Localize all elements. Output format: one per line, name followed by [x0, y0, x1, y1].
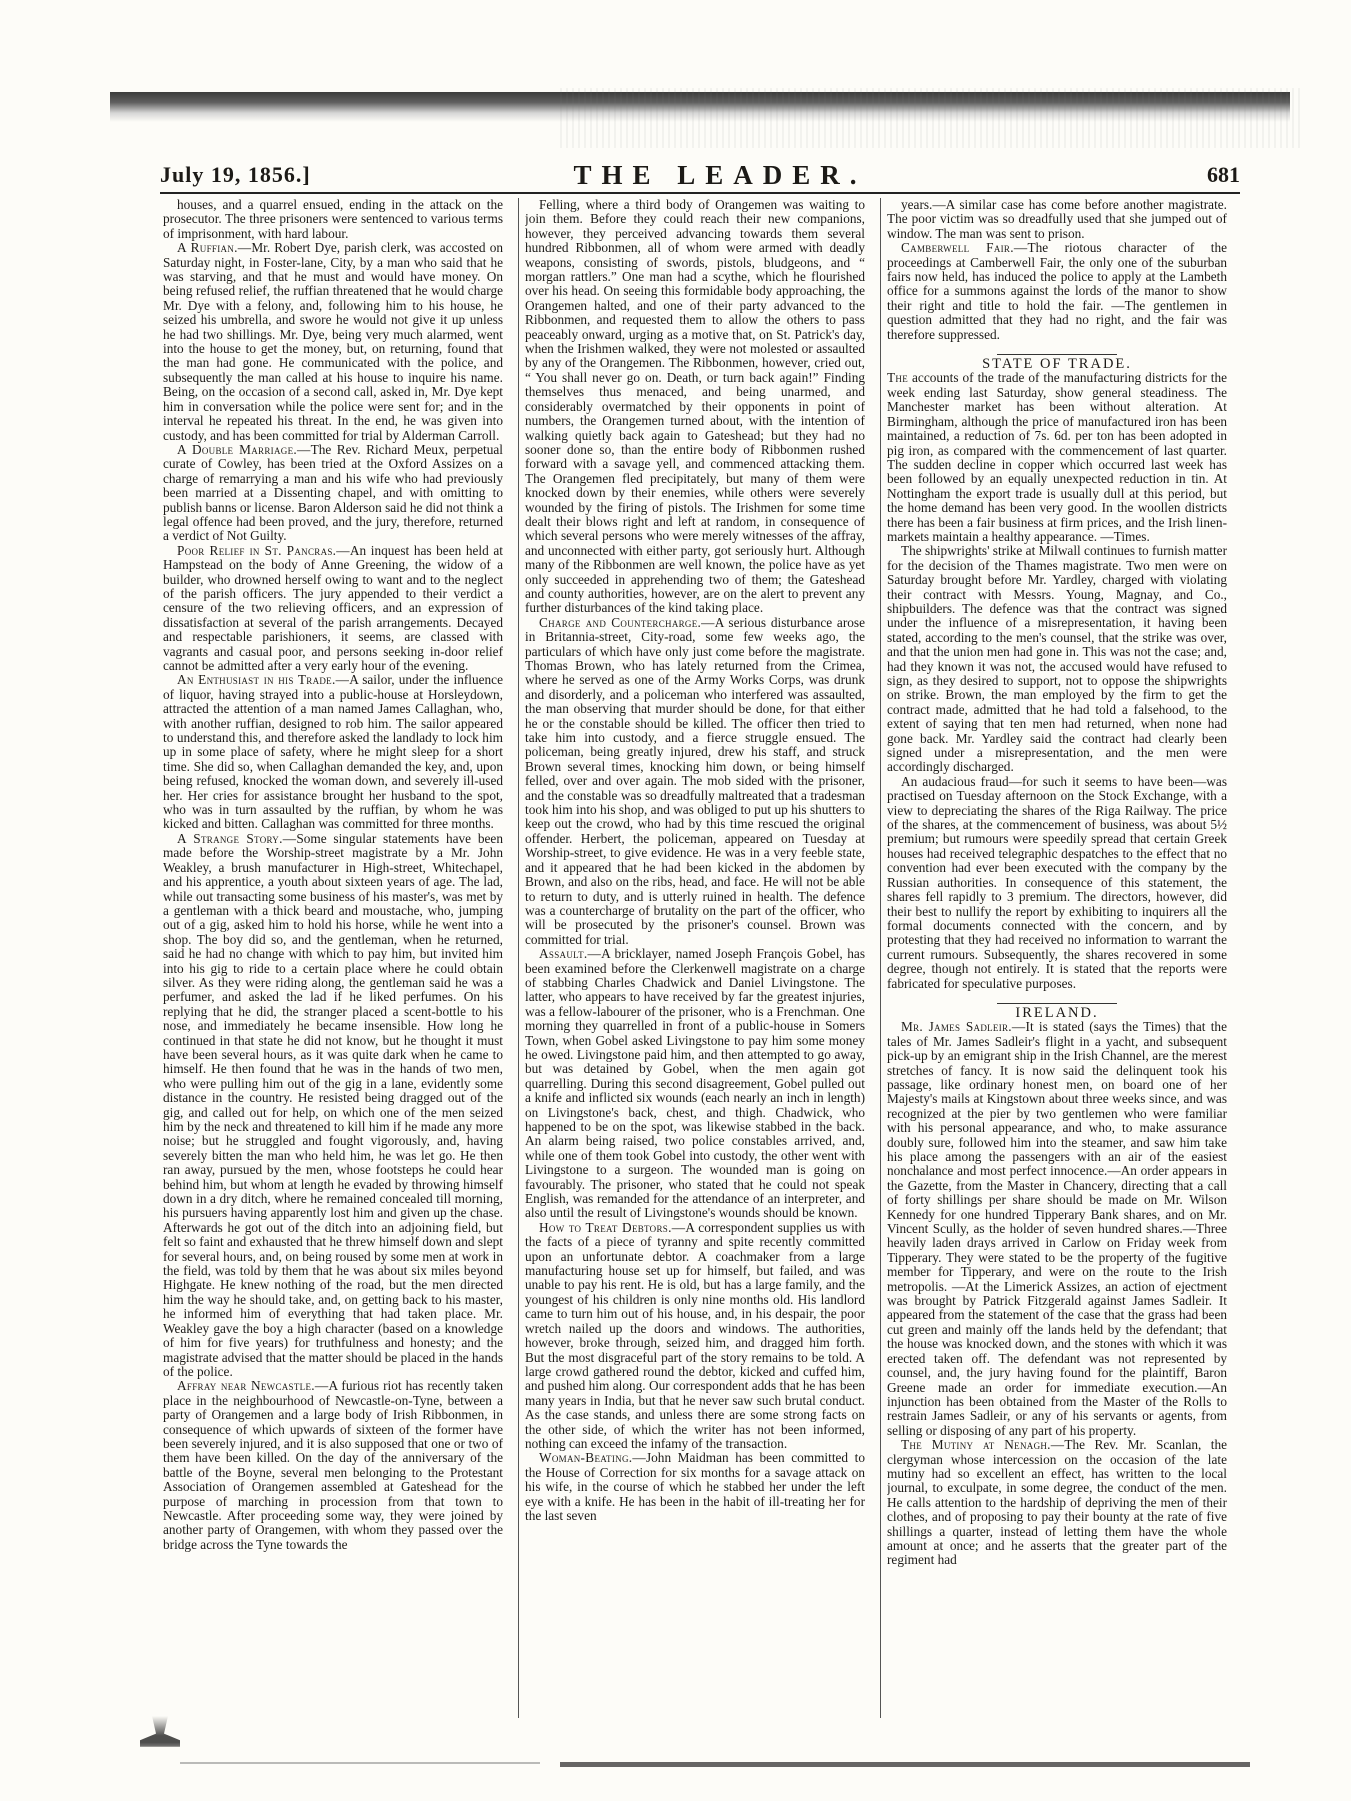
- article-heading: Mr. James Sadleir.—: [901, 1019, 1026, 1035]
- column-divider: [518, 198, 519, 1718]
- article-heading: A Strange Story.—: [177, 830, 297, 846]
- newspaper-title: THE LEADER.: [573, 160, 867, 190]
- article-heading: Assault.—: [539, 946, 602, 962]
- section-rule: [997, 1003, 1117, 1004]
- article-heading: A Ruffian.—: [177, 240, 252, 256]
- article-heading: Poor Relief in St. Pancras.—: [177, 542, 350, 558]
- scan-edge-bottom: [180, 1762, 540, 1764]
- section-rule: [997, 354, 1117, 355]
- article-paragraph: Camberwell Fair.—The riotous character of the proceedings at Camberwell Fair, the only one of the suburban fairs now held, has induced the police to apply at the Lambeth office for a summons against the lords of the manor to show their right and title to hold the fair. —The gentlemen in question admitted that they had no right, and the fair was therefore suppressed.: [887, 240, 1227, 342]
- article-paragraph: Assault.—A bricklayer, named Joseph François Gobel, has been examined before the Clerkenwell magistrate on a charge of stabbing Charles Chadwick and Daniel Livingstone. The latter, who appears to have received by far the greatest injuries, was a fellow-labourer of the prisoner, who is a Frenchman. One morning they quarrelled in front of a public-house in Somers Town, when Gobel asked Livingstone to pay him some money he owed. Livingstone paid him, and then attempted to go away, but was detained by Gobel, when the men again got quarrelling. During this second disagreement, Gobel pulled out a knife and inflicted six wounds (each nearly an inch in length) on Livingstone's back, chest, and thigh. Chadwick, who happened to be on the spot, was likewise stabbed in the back. An alarm being raised, two police constables arrived, and, while one of them took Gobel into custody, the other went with Livingstone to a surgeon. The wounded man is going on favourably. The prisoner, who stated that he could not speak English, was remanded for the attendance of an interpreter, and also until the result of Livingstone's wounds should be known.: [525, 946, 865, 1221]
- article-paragraph: A Double Marriage.—The Rev. Richard Meux, perpetual curate of Cowley, has been tried at the Oxford Assizes on a charge of remarrying a man and his wife who had previously been married at a Dissenting chapel, and with omitting to publish banns or license. Baron Alderson said he did not think a legal offence had been proved, and the jury, therefore, returned a verdict of Not Guilty.: [163, 441, 503, 544]
- article-paragraph: years.—A similar case has come before another magistrate. The poor victim was so dreadfully used that she jumped out of window. The man was sent to prison.: [887, 198, 1227, 241]
- scan-edge-bottom: [560, 1762, 1250, 1767]
- article-paragraph: The shipwrights' strike at Milwall continues to furnish matter for the decision of the Thames magistrate. Two men were on Saturday brought before Mr. Yardley, charged with violating their contract with Messrs. Young, Magnay, and Co., shipbuilders. The defence was that the contract was signed under the influence of a misrepresentation, it having been stated, according to the men's counsel, that the strike was over, and that the union men had gone in. This was not the case; and, had they known it was not, the accused would have refused to sign, as they desired to support, not to oppose the shipwrights on strike. Brown, the man employed by the firm to get the contract made, admitted that he had told a falsehood, to the extent of saying that ten men had returned, when none had gone back. Mr. Yardley said the contract had clearly been signed under a misrepresentation, and the men were accordingly discharged.: [887, 543, 1227, 775]
- column-3: [887, 198, 1227, 1718]
- article-heading: An Enthusiast in his Trade.—: [177, 672, 350, 688]
- article-paragraph: Affray near Newcastle.—A furious riot has recently taken place in the neighbourhood of Newcastle-on-Tyne, between a party of Orangemen and a large body of Irish Ribbonmen, in consequence of which upwards of sixteen of the former have been severely injured, and it is also supposed that one or two of them have been killed. On the day of the anniversary of the battle of the Boyne, several men belonging to the Protestant Association of Orangemen assembled at Gateshead for the purpose of marching in procession from that town to Newcastle. After proceeding some way, they were joined by another party of Orangemen, with whom they passed over the bridge across the Tyne towards the: [163, 1378, 503, 1552]
- article-heading: A Double Marriage.—: [177, 441, 311, 457]
- article-heading: How to Treat Debtors.—: [539, 1219, 686, 1235]
- article-paragraph: houses, and a quarrel ensued, ending in the attack on the prosecutor. The three prisoners were sentenced to various terms of imprisonment, with hard labour.: [163, 198, 503, 241]
- article-paragraph: An audacious fraud—for such it seems to have been—was practised on Tuesday afternoon on the Stock Exchange, with a view to depreciating the shares of the Riga Railway. The price of the shares, at the commencement of business, was about 5½ premium; but rumours were speedily spread that certain Greek houses had received telegraphic despatches to the effect that no convention had ever been executed with the company by the Russian authorities. In consequence of this statement, the shares fell rapidly to 3 premium. The directors, however, did their best to nullify the report by exhibiting to inquirers all the formal documents connected with the concern, and by protesting that they had received no information to warrant the current rumours. Subsequently, the shares recovered in some degree, though not entirely. It is stated that the reports were fabricated for speculative purposes.: [887, 773, 1227, 991]
- article-paragraph: An Enthusiast in his Trade.—A sailor, under the influence of liquor, having strayed into a public-house at Horsleydown, attracted the attention of a man named James Callaghan, who, with another ruffian, designed to rob him. The sailor appeared to understand this, and therefore asked the landlady to lock him up in some place of safety, where he might sleep for a short time. She did so, when Callaghan demanded the key, and, upon being refused, knocked the woman down, and severely ill-used her. Her cries for assistance brought her husband to the spot, who was in turn assaulted by the ruffian, by whom he was kicked and bitten. Callaghan was committed for three months.: [163, 672, 503, 832]
- column-divider: [880, 198, 881, 1718]
- article-paragraph: Felling, where a third body of Orangemen was waiting to join them. Before they could reach their new companions, however, they perceived advancing towards them several hundred Ribbonmen, all of whom were armed with deadly weapons, consisting of swords, pistols, bludgeons, and “ morgan rattlers.” One man had a scythe, which he flourished over his head. On seeing this formidable body approaching, the Orangemen halted, and one of their party advanced to the Ribbonmen, and requested them to allow the others to pass peaceably onward, urging as a motive that, on St. Patrick's day, when the Irishmen walked, they were not molested or assaulted by any of the Orangemen. The Ribbonmen, however, cried out, “ You shall never go on. Death, or turn back again!” Finding themselves thus menaced, and being unarmed, and considerably overmatched by their opponents in point of numbers, the Orangemen turned about, with the intention of walking quietly back again to Gateshead; but they had no sooner done so, than the entire body of Ribbonmen rushed forward with a savage yell, and commenced attacking them. The Orangemen fled precipitately, but many of them were knocked down by their enemies, while others were severely wounded by the firing of pistols. The Irishmen for some time dealt their blows right and left at random, in consequence of which several persons who were merely witnesses of the affray, and unconnected with either party, got seriously hurt. Although many of the Ribbonmen are well known, the police have as yet only succeeded in apprehending two of them; the Gateshead and county authorities, however, are on the alert to prevent any further disturbances of the kind taking place.: [525, 198, 865, 616]
- page-number: 681: [1207, 162, 1240, 187]
- masthead: [160, 158, 1240, 194]
- article-paragraph: The Mutiny at Nenagh.—The Rev. Mr. Scanlan, the clergyman whose intercession on the occasion of the late mutiny had so excellent an effect, has written to the local journal, to exculpate, in some degree, the conduct of the men. He calls attention to the hardship of depriving the men of their clothes, and of proposing to pay their bounty at the rate of five shillings a quarter, instead of letting them have the whole amount at once; and he asserts that the greater part of the regiment had: [887, 1437, 1227, 1568]
- library-stamp-mark: [140, 1716, 180, 1760]
- article-paragraph: Poor Relief in St. Pancras.—An inquest has been held at Hampstead on the body of Anne Greening, the widow of a builder, who drowned herself owing to want and to the neglect of the parish officers. The jury appended to their verdict a censure of the two relieving officers, and an expression of dissatisfaction at several of the parish arrangements. Decayed and respectable parishioners, it seems, are classed with vagrants and casual poor, and persons seeking in-door relief cannot be admitted after a very early hour of the evening.: [163, 542, 503, 673]
- article-heading: The Mutiny at Nenagh.—: [901, 1437, 1065, 1453]
- article-paragraph: A Strange Story.—Some singular statements have been made before the Worship-street magistrate by a Mr. John Weakley, a brush manufacturer in High-street, Whitechapel, and his apprentice, a youth about sixteen years of age. The lad, while out transacting some business of his master's, was met by a gentleman with a thick beard and moustache, who, jumping out of a gig, asked him to hold his horse, while he went into a shop. The boy did so, and the gentleman, when he returned, said he had no change with which to pay him, but invited him into his gig to ride to a certain place where he could obtain silver. As they were riding along, the gentleman said he was a perfumer, and asked the lad if he liked perfumes. On his replying that he did, the stranger placed a scent-bottle to his nose, and immediately he became insensible. How long he continued in that state he did not know, but he thought it must have been several hours, as it was quite dark when he came to himself. He then found that he was in the hands of two men, who were pulling him out of the gig in a lane, evidently some distance in the country. He resisted being dragged out of the gig, and called out for help, on which one of the men seized him by the neck and threatened to kill him if he made any more noise; but he struggled and fought vigorously, and, having severely bitten the man who held him, he was let go. He then ran away, pursued by the men, whose footsteps he could hear behind him, but whom at length he evaded by throwing himself down in a dry ditch, where he remained concealed till morning, his pursuers having apparently lost him and given up the chase. Afterwards he got out of the ditch into an adjoining field, but felt so faint and exhausted that he threw himself down and slept for several hours, and, on being roused by some men at work in the field, was told by them that he was about six miles beyond Highgate. He knew nothing of the road, but the men directed him the way he should take, and, on getting back to his master, he informed him of everything that had taken place. Mr. Weakley gave the boy a high character (based on a knowledge of him for five years) for truthfulness and honesty; and the magistrate advised that the matter should be placed in the hands of the police.: [163, 830, 503, 1379]
- section-title-ireland: IRELAND.: [1015, 1004, 1099, 1021]
- article-paragraph: Charge and Countercharge.—A serious disturbance arose in Britannia-street, City-road, some few weeks ago, the particulars of which have only just come before the magistrate. Thomas Brown, who has lately returned from the Crimea, where he served as one of the Army Works Corps, was drunk and disorderly, and a policeman who interfered was assaulted, the man observing that murder should be done, for that either he or the constable should be killed. The officer then tried to take him into custody, and a fierce struggle ensued. The policeman, being greatly injured, drew his staff, and struck Brown several times, knocking him down, or being himself felled, over and over again. The mob sided with the prisoner, and the constable was so dreadfully maltreated that a tradesman took him into his shop, and was obliged to put up his shutters to keep out the crowd, who had by this time rescued the original offender. Herbert, the policeman, appeared on Tuesday at Worship-street, to give evidence. He was in a very feeble state, and it appeared that he had been kicked in the abdomen by Brown, and also on the ribs, head, and face. He will not be able to return to duty, and is utterly ruined in health. The defence was a countercharge of brutality on the part of the officer, who will be prosecuted by the prisoner's counsel. Brown was committed for trial.: [525, 614, 865, 947]
- article-heading: Camberwell Fair.—: [901, 240, 1028, 256]
- article-paragraph: A Ruffian.—Mr. Robert Dye, parish clerk, was accosted on Saturday night, in Foster-lane, City, by a man who said that he was starving, and that he must and would have money. On being refused relief, the ruffian threatened that he would charge Mr. Dye with a felony, and, following him to his house, he seized his umbrella, and swore he would not give it up unless he had two shillings. Mr. Dye, being very much alarmed, went into the house to get the money, but, on returning, found that the man had gone. He communicated with the police, and subsequently the man called at his house to inquire his name. Being, on the occasion of a second call, asked in, Mr. Dye kept him in conversation while the police were sent for; and in the interval he repeated his threat. In the end, he was given into custody, and has been committed for trial by Alderman Carroll.: [163, 240, 503, 443]
- article-heading: Affray near Newcastle.—: [177, 1378, 329, 1394]
- issue-date: July 19, 1856.]: [160, 162, 311, 187]
- column-1: [163, 198, 503, 1718]
- article-paragraph: How to Treat Debtors.—A correspondent supplies us with the facts of a piece of tyranny and spite recently committed upon an unfortunate debtor. A coachmaker from a large manufacturing house set up for himself, but failed, and was unable to pay his rent. He is old, but has a large family, and the youngest of his children is only nine months old. His landlord came to turn him out of his house, and, in his despair, the poor wretch nailed up the doors and windows. The authorities, however, broke through, seized him, and dragged him forth. But the most disgraceful part of the story remains to be told. A large crowd gathered round the debtor, kicked and cuffed him, and pushed him along. Our correspondent adds that he has been many years in India, but that he never saw such brutal conduct. As the case stands, and unless there are some strong facts on the other side, of which the writer has not been informed, nothing can exceed the infamy of the transaction.: [525, 1219, 865, 1451]
- article-heading: Woman-Beating.—: [539, 1450, 646, 1466]
- scan-texture: [560, 88, 1300, 148]
- column-2: [525, 198, 865, 1718]
- section-title-trade: STATE OF TRADE.: [982, 356, 1132, 373]
- article-paragraph: The accounts of the trade of the manufacturing districts for the week ending last Saturday, show general steadiness. The Manchester market has been without alteration. At Birmingham, although the price of manufactured iron has been maintained, a reduction of 7s. 6d. per ton has been adopted in pig iron, as compared with the commencement of last quarter. The sudden decline in copper which occurred last week has been followed by an equally unexpected reduction in tin. At Nottingham the export trade is usually dull at this period, but the home demand has been very good. In the woollen districts there has been a fair business at firm prices, and the Irish linen-markets maintain a healthy appearance. —Times.: [887, 370, 1227, 544]
- article-paragraph: Mr. James Sadleir.—It is stated (says the Times) that the tales of Mr. James Sadleir's flight in a yacht, and subsequent pick-up by an emigrant ship in the Irish Channel, are the merest stretches of fancy. It is now said the delinquent took his passage, like ordinary honest men, on board one of her Majesty's mails at Kingstown about three weeks since, and was recognized at the pier by two gentlemen who were familiar with his personal appearance, and who, to make assurance doubly sure, followed him into the steamer, and saw him take his place among the passengers with an air of the easiest nonchalance and most perfect innocence.—An order appears in the Gazette, from the Master in Chancery, directing that a call of forty shillings per share should be made on Mr. Wilson Kennedy for one hundred Tipperary Bank shares, and on Mr. Vincent Scully, as the holder of seven hundred shares.—Three heavily laden drays arrived in Carlow on Friday week from Tipperary. They were stated to be the property of the fugitive member for Tipperary, and were on the route to the Irish metropolis. —At the Limerick Assizes, an action of ejectment was brought by Patrick Fitzgerald against James Sadleir. It appeared from the statement of the case that the grass had been cut green and mainly off the lands held by the defendant; that the house was knocked down, and the stones with which it was erected taken off. The defendant was not represented by counsel, and, the jury having found for the plaintiff, Baron Greene made an order for immediate execution.—An injunction has been obtained from the Master of the Rolls to restrain James Sadleir, or any of his servants or agents, from selling or disposing of any part of his property.: [887, 1019, 1227, 1438]
- article-paragraph: Woman-Beating.—John Maidman has been committed to the House of Correction for six months for a savage attack on his wife, in the course of which he stabbed her under the left eye with a knife. He has been in the habit of ill-treating her for the last seven: [525, 1450, 865, 1523]
- article-heading: Charge and Countercharge.—: [539, 614, 715, 630]
